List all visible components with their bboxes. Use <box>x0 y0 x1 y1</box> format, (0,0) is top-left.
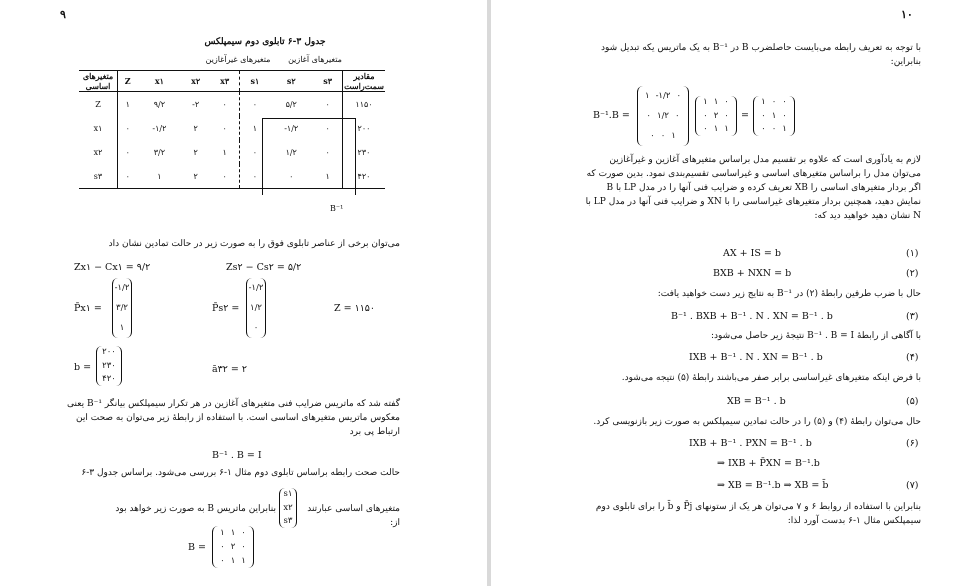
matrix-row <box>646 112 679 121</box>
vector-entry: ۲۳۰ <box>102 360 116 371</box>
paragraph: با فرض اینکه متغیرهای غیراساسی برابر صفر می‌باشند رابطهٔ (۵) نتیجه می‌شود. <box>621 373 921 383</box>
paragraph: با توجه به تعریف رابطه می‌بایست حاصلضرب B در B⁻¹ به یک ماتریس یکه تبدیل شود بنابراین: <box>601 43 921 67</box>
table-cell: ۳/۲ <box>153 147 166 157</box>
paragraph: حالت صحت رابطه براساس تابلوی دوم مثال ۱-۶ بررسی می‌شود. براساس جدول ۳-۶ <box>81 468 400 478</box>
matrix-entry: ۰ <box>782 97 787 108</box>
matrix-entry: ۰ <box>241 541 246 552</box>
matrix-entry: ۱ <box>771 110 777 121</box>
vector-entry: -۱/۲ <box>114 282 130 293</box>
table-cell: ۱/۲ <box>285 147 297 157</box>
table-cell: Z <box>79 92 118 117</box>
table-cell: ۰ <box>240 92 269 117</box>
eq-binv-b: B⁻¹ . B = I <box>212 450 262 461</box>
table-cell: ۲۳۰ <box>343 140 386 164</box>
table-cell: ۱ <box>313 164 342 189</box>
col-header: x۲ <box>181 71 210 92</box>
basic-var-header: متغیرهای اساسی <box>79 71 118 92</box>
eq-zc-x1: Zx۱ − Cx۱ = ۹/۲ <box>74 262 151 273</box>
col-header: s۱ <box>240 71 269 92</box>
product-label: B⁻¹.B = <box>593 110 630 121</box>
eq-4: IXB + B⁻¹ . N . XN = B⁻¹ . b <box>689 352 823 363</box>
binv-matrix <box>637 86 689 146</box>
table-cell: ۱ <box>240 116 269 140</box>
header-non-artificial: متغیرهای غیرآغازین <box>205 55 271 64</box>
matrix-entry: ۰ <box>703 110 708 121</box>
table-cell: ۲۰۰ <box>343 116 386 140</box>
matrix-entry: ۰ <box>220 541 225 552</box>
b-vector <box>96 346 122 386</box>
matrix-entry: ۱ <box>230 555 236 566</box>
eq-number: (۷) <box>906 480 919 491</box>
matrix-row <box>220 529 246 538</box>
matrix-entry: ۱/۲ <box>657 110 669 121</box>
matrix-entry: ۰ <box>782 110 787 121</box>
table-cell: -۲ <box>192 99 200 109</box>
matrix-row <box>761 98 787 107</box>
vector-entry: s۱ <box>283 489 293 500</box>
eq-number: (۲) <box>906 268 919 279</box>
eq-6: IXB + B⁻¹ . PXN = B⁻¹ . b <box>689 438 812 449</box>
ps2-label: P̄s۲ = <box>212 303 240 314</box>
eq-7: ⇒ XB = B⁻¹.b ⇒ XB = b̄ <box>717 480 829 491</box>
matrix-entry: ۰ <box>771 124 777 135</box>
a-value: ā۳۲ = ۲ <box>212 364 247 375</box>
matrix-entry: ۰ <box>241 527 246 538</box>
paragraph: بنابراین با استفاده از روابط ۶ و ۷ می‌توان هر یک از ستونهای P̄j و b̄ را برای تابلوی دوم سیمپلکس مثال ۱-۶ بدست آورد لذا: <box>595 502 921 526</box>
matrix-entry: ۰ <box>724 110 729 121</box>
eq-5: XB = B⁻¹ . b <box>727 396 786 407</box>
z-value: Z = ۱۱۵۰ <box>334 303 376 314</box>
eq-zc-s2: Zs۲ − Cs۲ = ۵/۲ <box>226 262 302 273</box>
table-cell: -۱/۲ <box>284 123 299 133</box>
vector-entry: ۳/۲ <box>116 302 128 313</box>
page-number: ۹ <box>60 8 66 21</box>
table-cell: ۰ <box>325 123 330 133</box>
table-cell: -۱/۲ <box>152 123 167 133</box>
col-header: s۳ <box>313 71 342 92</box>
matrix-entry: ۰ <box>220 555 225 566</box>
table-cell: ۰ <box>240 164 269 189</box>
table-cell: ۱ <box>125 99 130 109</box>
px1-label: P̄x۱ = <box>74 303 102 314</box>
vector-entry: ۲۰۰ <box>102 347 116 358</box>
paragraph: با آگاهی از رابطهٔ B⁻¹ . B = I نتیجهٔ زیر حاصل می‌شود: <box>710 331 921 341</box>
eq-number: (۶) <box>906 438 919 449</box>
matrix-entry: ۰ <box>660 130 666 141</box>
vector-entry: -۱/۲ <box>248 282 264 293</box>
matrix-entry: ۱ <box>724 124 729 135</box>
table-cell: ۰ <box>325 99 330 109</box>
matrix-entry: ۱ <box>220 527 225 538</box>
col-header: x۳ <box>210 71 240 92</box>
eq-number: (۱) <box>906 248 919 259</box>
table-cell: ۱ <box>137 164 181 189</box>
table-cell: ۰ <box>222 123 227 133</box>
col-header: Z <box>118 71 138 92</box>
intro-text: می‌توان برخی از عناصر تابلوی فوق را به صورت زیر در حالت تمادین نشان داد <box>108 239 400 249</box>
matrix-row <box>703 112 729 121</box>
b-matrix <box>695 96 737 136</box>
matrix-row <box>761 112 787 121</box>
matrix-row <box>703 98 729 107</box>
table-cell: ۲ <box>181 164 210 189</box>
matrix-entry: -۱/۲ <box>655 90 671 101</box>
matrix-entry: ۲ <box>230 541 236 552</box>
col-header: x۱ <box>137 71 181 92</box>
table-cell: x۲ <box>79 140 118 164</box>
matrix-entry: ۱ <box>703 97 708 108</box>
b-matrix-label: B = <box>188 542 206 553</box>
matrix-entry: ۰ <box>650 130 655 141</box>
matrix-entry: ۱ <box>671 130 676 141</box>
table-cell: s۳ <box>79 164 118 189</box>
matrix-entry: ۱ <box>644 90 650 101</box>
table-cell: ۹/۲ <box>153 99 166 109</box>
eq-number: (۳) <box>906 311 919 322</box>
table-caption: جدول ۳-۶ تابلوی دوم سیمپلکس <box>204 37 326 47</box>
matrix-row <box>761 125 787 134</box>
matrix-entry: ۲ <box>713 110 719 121</box>
identity-matrix <box>753 96 795 136</box>
px1-vector <box>112 278 132 338</box>
vector-entry: ۰ <box>253 322 259 333</box>
matrix-row <box>220 543 246 552</box>
vector-entry: ۱/۲ <box>250 302 262 313</box>
matrix-entry: ۱ <box>230 527 236 538</box>
paragraph: متغیرهای اساسی عبارتند از: <box>307 504 400 528</box>
table-cell: ۲ <box>193 147 198 157</box>
matrix-entry: ۰ <box>771 97 777 108</box>
ps2-vector <box>246 278 266 338</box>
matrix-row <box>703 125 729 134</box>
matrix-row <box>650 132 676 141</box>
eq-6b: ⇒ IXB + P̄XN = B⁻¹.b <box>717 458 820 469</box>
b-matrix <box>212 526 254 568</box>
paragraph: حال با ضرب طرفین رابطهٔ (۲) در B⁻¹ به نتایج زیر دست خواهید یافت: <box>657 289 921 299</box>
matrix-row <box>220 557 246 566</box>
table-cell: ۲ <box>193 123 198 133</box>
table-header-row <box>79 71 385 92</box>
page-number: ۱۰ <box>901 8 913 21</box>
vector-entry: ۱ <box>119 322 125 333</box>
matrix-entry: ۱ <box>713 124 719 135</box>
table-cell: ۰ <box>125 123 130 133</box>
matrix-entry: ۱ <box>782 124 787 135</box>
matrix-entry: ۰ <box>761 110 766 121</box>
binverse-bracket <box>262 118 356 195</box>
table-cell: ۰ <box>118 164 138 189</box>
table-cell: ۰ <box>269 164 313 189</box>
matrix-entry: ۰ <box>646 110 651 121</box>
paragraph: بنابراین ماتریس B به صورت زیر خواهد بود <box>115 504 276 514</box>
header-artificial: متغیرهای آغازین <box>288 55 342 64</box>
basic-vars-vector <box>279 488 297 528</box>
eq-3: B⁻¹ . BXB + B⁻¹ . N . XN = B⁻¹ . b <box>671 311 833 322</box>
matrix-entry: ۰ <box>724 97 729 108</box>
paragraph: حال می‌توان رابطهٔ (۴) و (۵) را در حالت تمادین سیمپلکس به صورت زیر بازنویسی کرد. <box>593 417 921 427</box>
right-page <box>491 0 969 586</box>
matrix-entry: ۰ <box>676 90 682 101</box>
paragraph: گفته شد که ماتریس ضرایب فنی متغیرهای آغازین در هر تکرار سیمپلکس بیانگر B⁻¹ یعنی معکوس ماتریس متغیرهای اساسی است. با استفاده از رابطهٔ زیر می‌توان به صحت این ارتباط پی برد <box>67 399 400 437</box>
table-cell: ۰ <box>325 147 330 157</box>
eq-number: (۴) <box>906 352 919 363</box>
eq-1: AX + IS = b <box>723 248 781 259</box>
equals-sign: = <box>741 110 749 121</box>
table-cell: ۵/۲ <box>285 99 297 109</box>
vector-entry: ۴۲۰ <box>102 374 116 385</box>
table-cell: ۱ <box>222 147 227 157</box>
matrix-entry: ۱ <box>241 555 246 566</box>
table-cell: ۰ <box>240 140 269 164</box>
eq-number: (۵) <box>906 396 919 407</box>
binverse-label: B⁻¹ <box>330 204 344 213</box>
table-row <box>79 92 385 117</box>
table-cell: ۰ <box>222 99 227 109</box>
table-cell: ۰ <box>125 147 130 157</box>
matrix-entry: ۱ <box>713 97 719 108</box>
table-cell: ۱۱۵۰ <box>343 92 386 117</box>
table-cell: ۰ <box>210 164 240 189</box>
table-cell: ۴۲۰ <box>343 164 386 189</box>
col-header: s۲ <box>269 71 313 92</box>
matrix-entry: ۱ <box>761 97 766 108</box>
table-cell: x۱ <box>79 116 118 140</box>
vector-entry: x۲ <box>283 502 293 513</box>
rhs-header: مقادیر سمت‌راست <box>344 71 384 91</box>
matrix-entry: ۰ <box>761 124 766 135</box>
paragraph: لازم به یادآوری است که علاوه بر تقسیم مدل براساس متغیرهای آغازین و غیرآغازین می‌توان مدل را براساس متغیرهای اساسی و غیراساسی تقسیم‌بندی نمود. بدین صورت که اگر بردار متغیرهای اساسی را XB تعریف کرده و ضرایب فنی آنها را در مدل LP با B نمایش دهید، همچنین بردار متغیرهای غیراساسی را با XN و ضرایب فنی آنها در مدل LP با N نشان دهید خواهید دید که: <box>585 155 921 221</box>
b-label: b = <box>74 362 92 373</box>
matrix-entry: ۰ <box>675 110 680 121</box>
matrix-entry: ۰ <box>703 124 708 135</box>
matrix-row <box>645 92 681 101</box>
eq-2: BXB + NXN = b <box>713 268 792 279</box>
vector-entry: s۳ <box>283 516 293 527</box>
